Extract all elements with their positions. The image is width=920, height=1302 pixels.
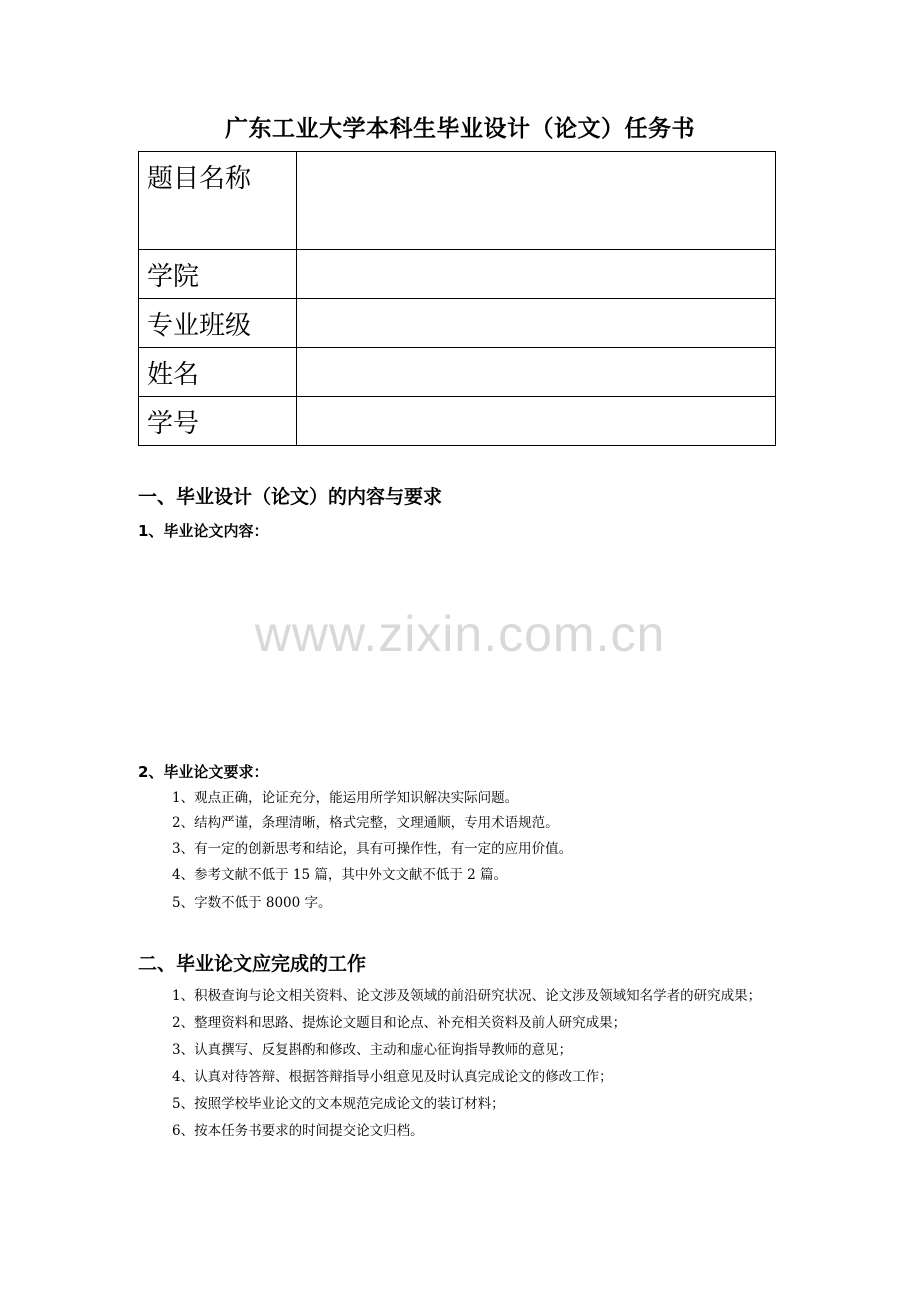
label-topic: 题目名称 xyxy=(139,152,297,250)
table-row xyxy=(139,348,776,397)
table-row xyxy=(139,397,776,446)
requirement-item: 4、参考文献不低于 15 篇，其中外文文献不低于 2 篇。 xyxy=(172,867,508,883)
field-topic[interactable] xyxy=(297,152,776,250)
table-row xyxy=(139,152,776,250)
field-major-class[interactable] xyxy=(297,299,776,348)
requirements-heading: 2、毕业论文要求： xyxy=(138,763,269,781)
requirement-item: 5、字数不低于 8000 字。 xyxy=(172,895,332,911)
label-name: 姓名 xyxy=(139,348,297,397)
table-row xyxy=(139,299,776,348)
work-item: 1、积极查询与论文相关资料、论文涉及领域的前沿研究状况、论文涉及领域知名学者的研究成果； xyxy=(172,988,762,1004)
work-item: 6、按本任务书要求的时间提交论文归档。 xyxy=(172,1123,424,1139)
label-major-class: 专业班级 xyxy=(139,299,297,348)
work-item: 2、整理资料和思路、提炼论文题目和论点、补充相关资料及前人研究成果； xyxy=(172,1015,627,1031)
field-student-id[interactable] xyxy=(297,397,776,446)
work-item: 4、认真对待答辩、根据答辩指导小组意见及时认真完成论文的修改工作； xyxy=(172,1069,613,1085)
work-list xyxy=(138,983,780,1145)
field-name[interactable] xyxy=(297,348,776,397)
section2-heading: 二、毕业论文应完成的工作 xyxy=(138,953,367,975)
section1-heading: 一、毕业设计（论文）的内容与要求 xyxy=(138,486,443,508)
table-row xyxy=(139,250,776,299)
work-item: 3、认真撰写、反复斟酌和修改、主动和虚心征询指导教师的意见； xyxy=(172,1042,573,1058)
requirement-item: 1、观点正确，论证充分，能运用所学知识解决实际问题。 xyxy=(172,790,519,806)
requirement-item: 2、结构严谨，条理清晰，格式完整，文理通顺，专用术语规范。 xyxy=(172,815,559,831)
label-student-id: 学号 xyxy=(139,397,297,446)
watermark: www.zixin.com.cn xyxy=(254,606,666,662)
field-college[interactable] xyxy=(297,250,776,299)
content-heading: 1、毕业论文内容： xyxy=(138,522,269,540)
info-table xyxy=(138,151,776,446)
requirement-item: 3、有一定的创新思考和结论，具有可操作性，有一定的应用价值。 xyxy=(172,841,573,857)
document-title: 广东工业大学本科生毕业设计（论文）任务书 xyxy=(225,116,695,142)
label-college: 学院 xyxy=(139,250,297,299)
work-item: 5、按照学校毕业论文的文本规范完成论文的装订材料； xyxy=(172,1096,505,1112)
